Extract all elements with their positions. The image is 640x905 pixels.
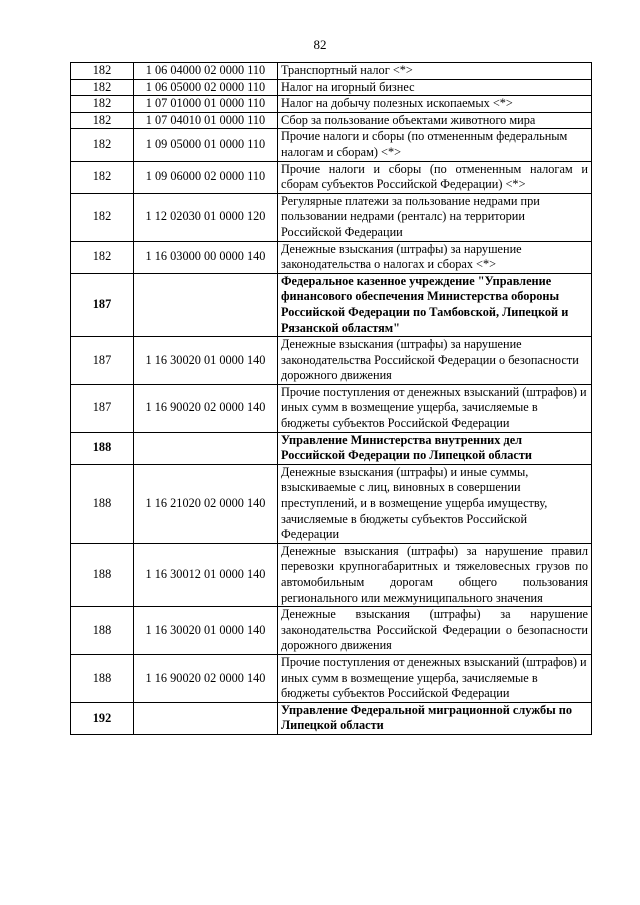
revenue-code-cell: 1 06 04000 02 0000 110	[134, 63, 278, 80]
admin-code-cell: 182	[71, 241, 134, 273]
revenue-name-cell: Регулярные платежи за пользование недрами при пользовании недрами (ренталс) на территории Российской Федерации	[278, 193, 592, 241]
revenue-code-cell: 1 09 06000 02 0000 110	[134, 161, 278, 193]
admin-code-cell: 182	[71, 79, 134, 96]
table-body	[71, 63, 592, 735]
admin-code-cell: 182	[71, 129, 134, 161]
revenue-name-cell: Управление Министерства внутренних дел Российской Федерации по Липецкой области	[278, 432, 592, 464]
budget-revenue-table	[70, 62, 592, 735]
table-row	[71, 607, 592, 655]
revenue-name-cell: Налог на добычу полезных ископаемых <*>	[278, 96, 592, 113]
table-row	[71, 241, 592, 273]
revenue-name-cell: Денежные взыскания (штрафы) и иные суммы, взыскиваемые с лиц, виновных в совершении преступлений, и в возмещение ущерба имуществу, зачисляемые в бюджеты субъектов Российской Федерации	[278, 464, 592, 543]
revenue-code-cell: 1 16 03000 00 0000 140	[134, 241, 278, 273]
admin-code-cell: 188	[71, 607, 134, 655]
table-row	[71, 432, 592, 464]
revenue-name-cell: Денежные взыскания (штрафы) за нарушение законодательства Российской Федерации о безопасности дорожного движения	[278, 607, 592, 655]
revenue-code-cell	[134, 273, 278, 336]
admin-code-cell: 188	[71, 432, 134, 464]
table-row	[71, 384, 592, 432]
table-row	[71, 63, 592, 80]
admin-code-cell: 182	[71, 193, 134, 241]
revenue-name-cell: Транспортный налог <*>	[278, 63, 592, 80]
revenue-code-cell	[134, 432, 278, 464]
revenue-code-cell: 1 16 90020 02 0000 140	[134, 384, 278, 432]
table-row	[71, 129, 592, 161]
revenue-code-cell: 1 16 30020 01 0000 140	[134, 607, 278, 655]
revenue-name-cell: Сбор за пользование объектами животного мира	[278, 112, 592, 129]
admin-code-cell: 182	[71, 96, 134, 113]
revenue-name-cell: Денежные взыскания (штрафы) за нарушение законодательства Российской Федерации о безопасности дорожного движения	[278, 337, 592, 385]
revenue-name-cell: Федеральное казенное учреждение "Управление финансового обеспечения Министерства обороны Российской Федерации по Тамбовской, Липецкой и Рязанской областям"	[278, 273, 592, 336]
revenue-name-cell: Прочие налоги и сборы (по отмененным федеральным налогам и сборам) <*>	[278, 129, 592, 161]
revenue-name-cell: Денежные взыскания (штрафы) за нарушение законодательства о налогах и сборах <*>	[278, 241, 592, 273]
admin-code-cell: 187	[71, 273, 134, 336]
revenue-code-cell: 1 16 21020 02 0000 140	[134, 464, 278, 543]
revenue-code-cell: 1 16 30020 01 0000 140	[134, 337, 278, 385]
table-row	[71, 337, 592, 385]
revenue-name-cell: Денежные взыскания (штрафы) за нарушение правил перевозки крупногабаритных и тяжеловесных грузов по автомобильным дорогам общего пользования регионального или межмуниципального значения	[278, 543, 592, 606]
revenue-name-cell: Прочие налоги и сборы (по отмененным налогам и сборам субъектов Российской Федерации) <*>	[278, 161, 592, 193]
table-row	[71, 702, 592, 734]
table-row	[71, 654, 592, 702]
admin-code-cell: 192	[71, 702, 134, 734]
admin-code-cell: 182	[71, 112, 134, 129]
table-row	[71, 543, 592, 606]
table-row	[71, 96, 592, 113]
revenue-code-cell: 1 06 05000 02 0000 110	[134, 79, 278, 96]
admin-code-cell: 187	[71, 384, 134, 432]
table-row	[71, 273, 592, 336]
revenue-code-cell: 1 07 01000 01 0000 110	[134, 96, 278, 113]
table-row	[71, 112, 592, 129]
revenue-code-cell: 1 09 05000 01 0000 110	[134, 129, 278, 161]
admin-code-cell: 182	[71, 161, 134, 193]
revenue-name-cell: Налог на игорный бизнес	[278, 79, 592, 96]
table-row	[71, 464, 592, 543]
revenue-name-cell: Управление Федеральной миграционной службы по Липецкой области	[278, 702, 592, 734]
table-row	[71, 193, 592, 241]
revenue-code-cell: 1 16 30012 01 0000 140	[134, 543, 278, 606]
revenue-code-cell	[134, 702, 278, 734]
admin-code-cell: 188	[71, 464, 134, 543]
admin-code-cell: 188	[71, 543, 134, 606]
admin-code-cell: 187	[71, 337, 134, 385]
admin-code-cell: 182	[71, 63, 134, 80]
revenue-code-cell: 1 16 90020 02 0000 140	[134, 654, 278, 702]
page-number: 82	[313, 37, 327, 52]
revenue-name-cell: Прочие поступления от денежных взысканий (штрафов) и иных сумм в возмещение ущерба, зачисляемые в бюджеты субъектов Российской Федерации	[278, 384, 592, 432]
admin-code-cell: 188	[71, 654, 134, 702]
table-row	[71, 79, 592, 96]
revenue-code-cell: 1 12 02030 01 0000 120	[134, 193, 278, 241]
revenue-code-cell: 1 07 04010 01 0000 110	[134, 112, 278, 129]
revenue-name-cell: Прочие поступления от денежных взысканий (штрафов) и иных сумм в возмещение ущерба, зачисляемые в бюджеты субъектов Российской Федерации	[278, 654, 592, 702]
table-row	[71, 161, 592, 193]
